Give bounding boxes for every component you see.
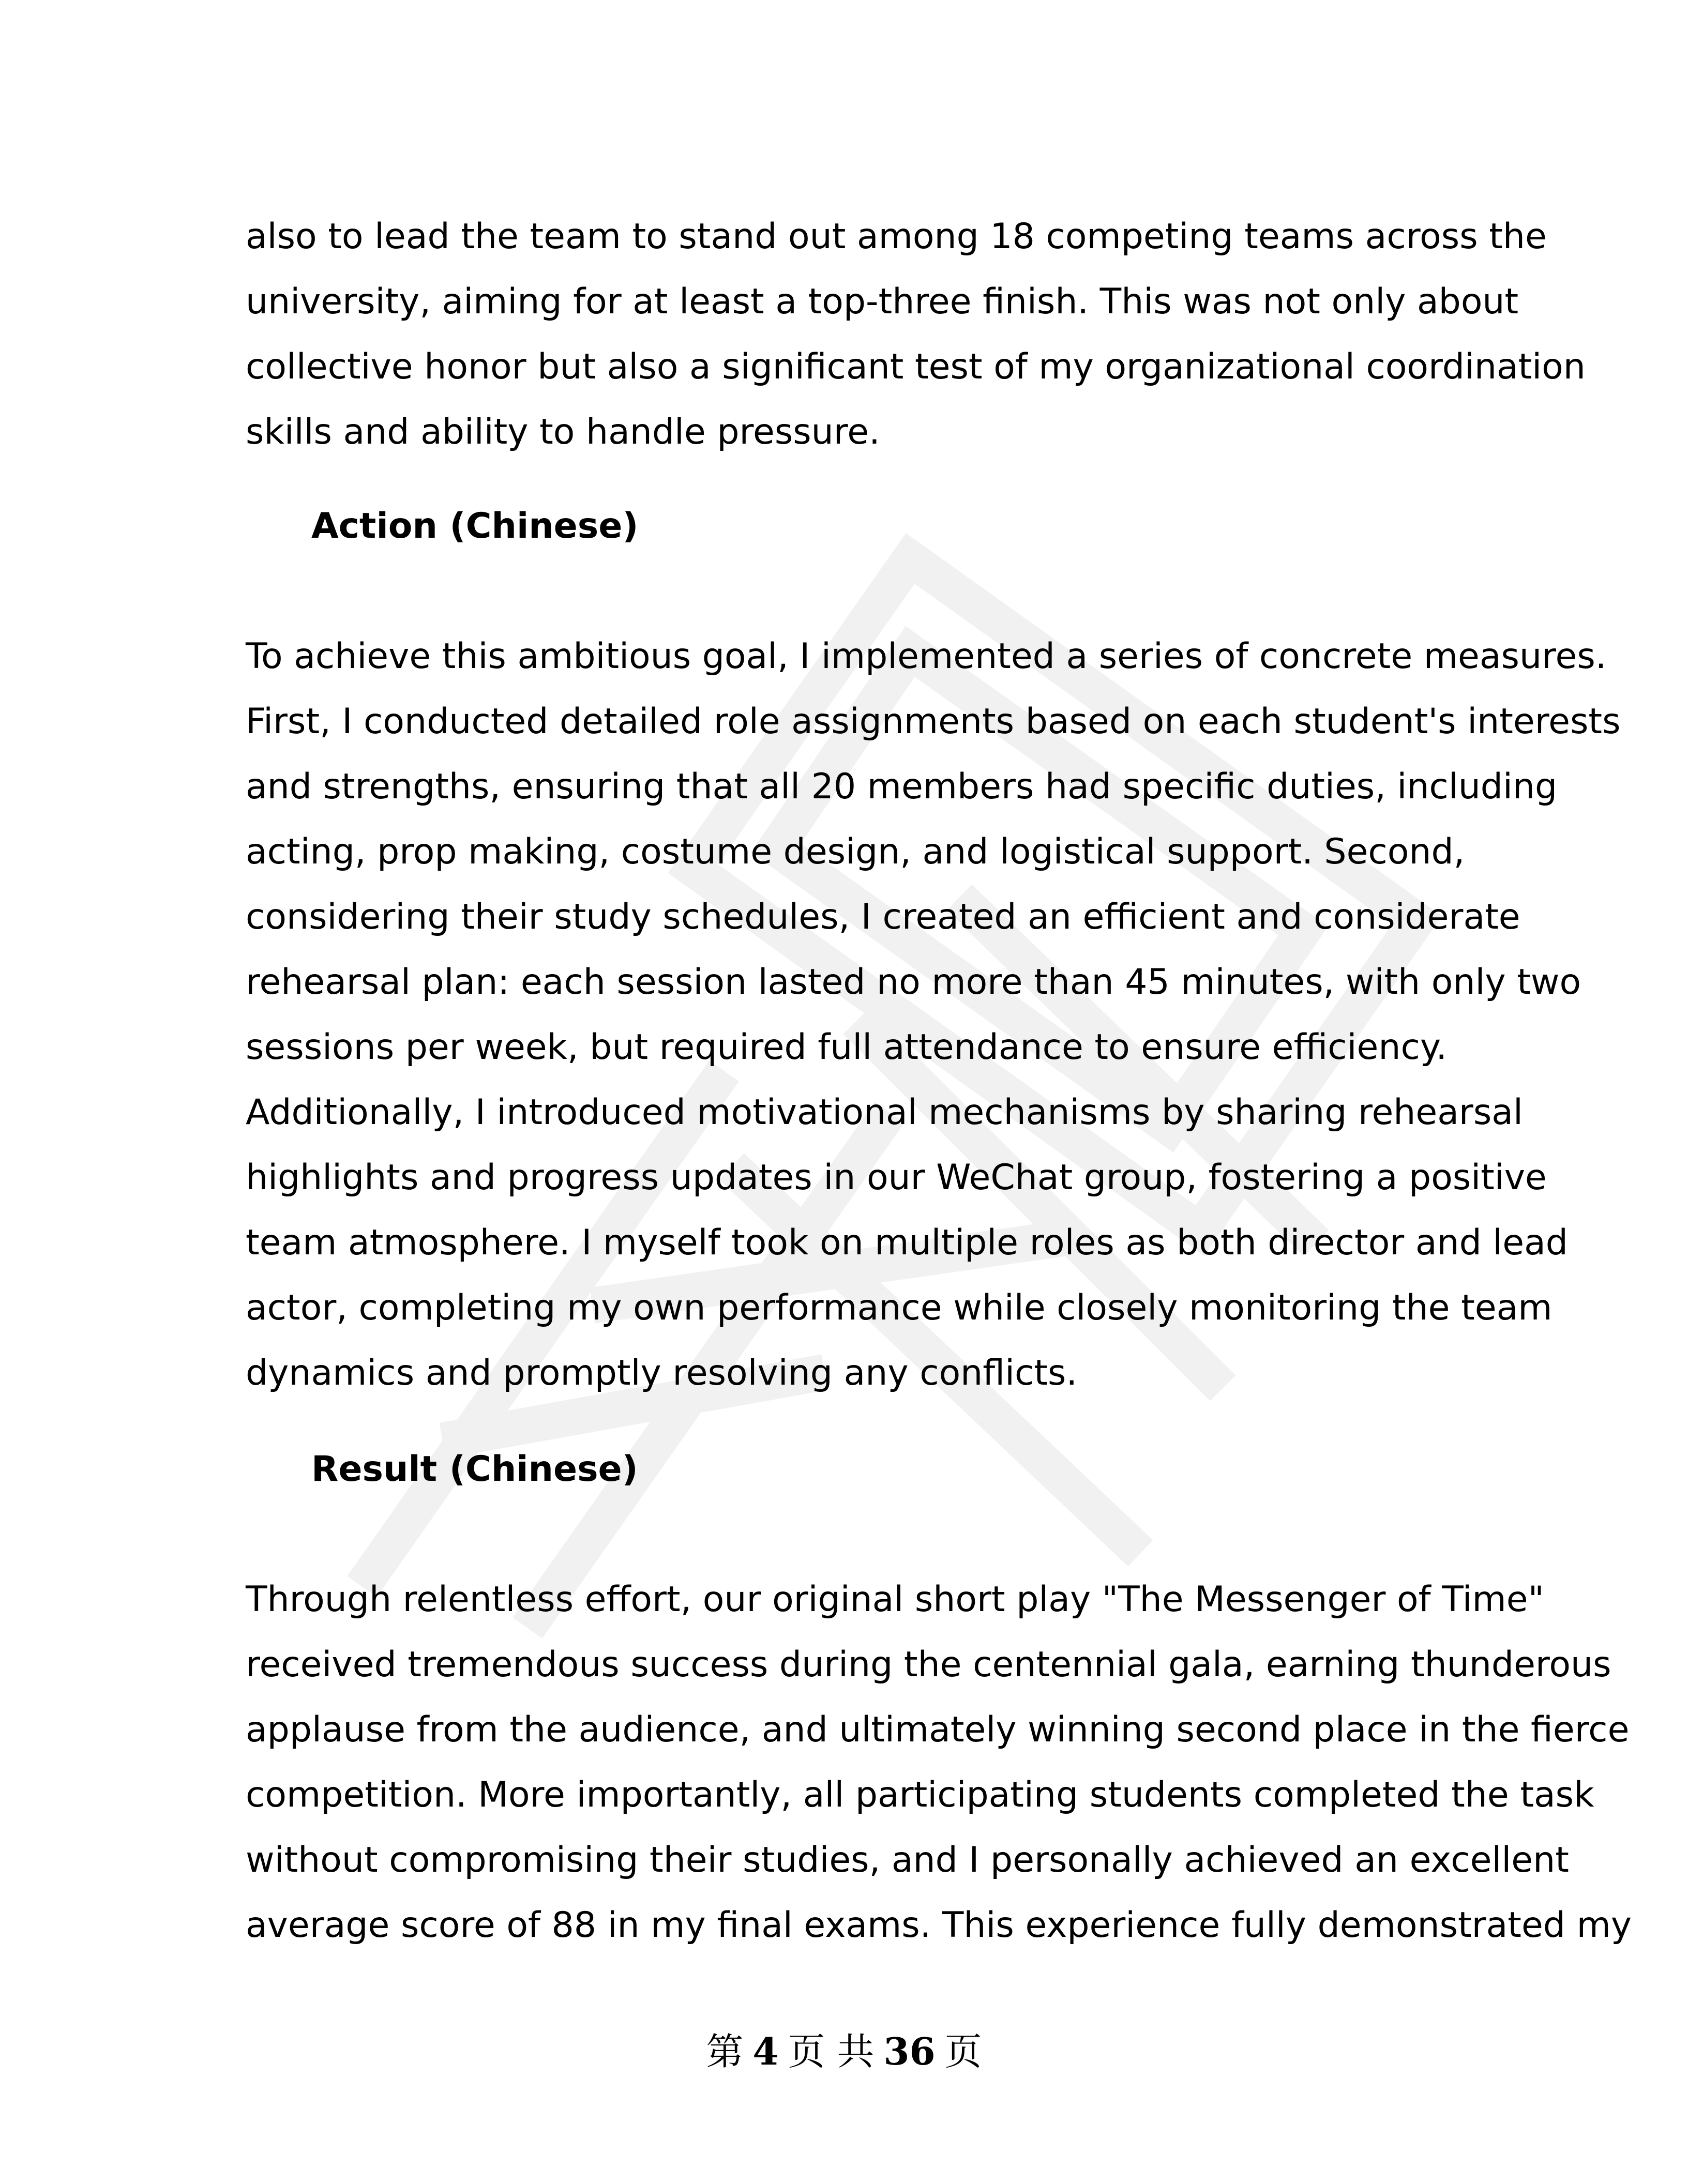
paragraph-line: acting, prop making, costume design, and logistical support. Second, bbox=[246, 831, 1465, 872]
paragraph-line: actor, completing my own performance while closely monitoring the team bbox=[246, 1287, 1553, 1328]
total-page-count: 36 bbox=[883, 2029, 936, 2073]
paragraph-line: without compromising their studies, and I personally achieved an excellent bbox=[246, 1840, 1569, 1880]
current-page-number: 4 bbox=[752, 2029, 779, 2073]
paragraph-line: highlights and progress updates in our WeChat group, fostering a positive bbox=[246, 1157, 1547, 1198]
paragraph-line: average score of 88 in my final exams. This experience fully demonstrated my bbox=[246, 1905, 1632, 1946]
paragraph-line: Additionally, I introduced motivational mechanisms by sharing rehearsal bbox=[246, 1092, 1523, 1133]
paragraph-line: dynamics and promptly resolving any conflicts. bbox=[246, 1353, 1078, 1393]
paragraph-line: applause from the audience, and ultimately winning second place in the fierce bbox=[246, 1709, 1630, 1750]
paragraph-line: To achieve this ambitious goal, I implemented a series of concrete measures. bbox=[246, 636, 1607, 677]
page-footer bbox=[0, 2026, 1688, 2077]
paragraph-line: team atmosphere. I myself took on multiple roles as both director and lead bbox=[246, 1222, 1568, 1263]
paragraph-line: rehearsal plan: each session lasted no more than 45 minutes, with only two bbox=[246, 962, 1581, 1003]
footer-middle: 页 共 bbox=[788, 2030, 875, 2073]
paragraph-line: also to lead the team to stand out among 18 competing teams across the bbox=[246, 216, 1547, 257]
paragraph-line: Through relentless effort, our original short play "The Messenger of Time" bbox=[246, 1579, 1544, 1620]
paragraph-line: considering their study schedules, I created an efficient and considerate bbox=[246, 897, 1520, 937]
paragraph-line: collective honor but also a significant test of my organizational coordination bbox=[246, 346, 1586, 387]
action-heading: Action (Chinese) bbox=[311, 506, 639, 547]
footer-suffix: 页 bbox=[944, 2030, 982, 2073]
footer-prefix: 第 bbox=[706, 2030, 744, 2073]
paragraph-line: competition. More importantly, all participating students completed the task bbox=[246, 1775, 1594, 1815]
result-heading: Result (Chinese) bbox=[311, 1449, 638, 1490]
paragraph-line: received tremendous success during the centennial gala, earning thunderous bbox=[246, 1644, 1611, 1685]
paragraph-line: skills and ability to handle pressure. bbox=[246, 412, 880, 452]
paragraph-line: and strengths, ensuring that all 20 members had specific duties, including bbox=[246, 766, 1558, 807]
paragraph-line: university, aiming for at least a top-three finish. This was not only about bbox=[246, 281, 1519, 322]
paragraph-line: sessions per week, but required full attendance to ensure efficiency. bbox=[246, 1027, 1448, 1068]
paragraph-line: First, I conducted detailed role assignments based on each student's interests bbox=[246, 701, 1621, 742]
